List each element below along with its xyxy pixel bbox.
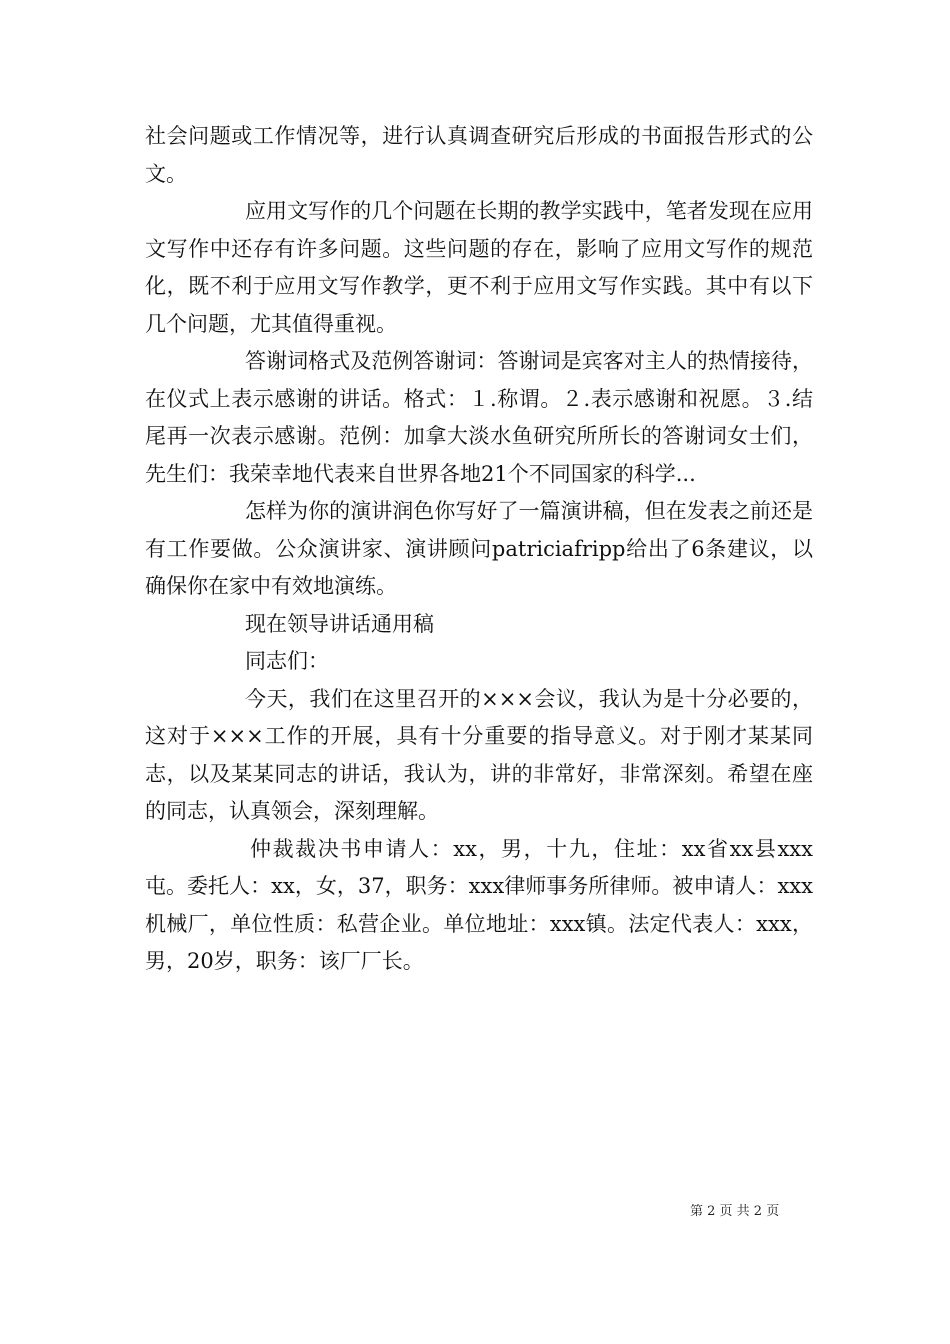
page-number-footer: 第 2 页 共 2 页 [690, 1204, 780, 1219]
paragraph-7: 今天，我们在这里召开的×××会议，我认为是十分必要的，这对于×××工作的开展，具有十分重要的指导意义。对于刚才某某同志，以及某某同志的讲话，我认为，讲的非常好，非常深刻。希望在座的同志，认真领会，深刻理解。 [145, 686, 813, 823]
paragraph-1: 社会问题或工作情况等，进行认真调查研究后形成的书面报告形式的公文。 [145, 124, 813, 186]
paragraph-5: 现在领导讲话通用稿 [245, 611, 434, 636]
paragraph-2: 应用文写作的几个问题在长期的教学实践中，笔者发现在应用文写作中还存有许多问题。这些问题的存在，影响了应用文写作的规范化，既不利于应用文写作教学，更不利于应用文写作实践。其中有以下几个问题，尤其值得重视。 [145, 199, 813, 336]
paragraph-6: 同志们： [245, 649, 329, 673]
paragraph-3: 答谢词格式及范例答谢词：答谢词是宾客对主人的热情接待，在仪式上表示感谢的讲话。格式：１.称谓。２.表示感谢和祝愿。３.结尾再一次表示感谢。范例：加拿大淡水鱼研究所所长的答谢词女士们，先生们：我荣幸地代表来自世界各地21个不同国家的科学... [145, 349, 813, 486]
paragraph-8: 仲裁裁决书申请人：xx，男，十九，住址：xx省xx县xxx屯。委托人：xx，女，37，职务：xxx律师事务所律师。被申请人：xxx机械厂，单位性质：私营企业。单位地址：xxx镇。法定代表人：xxx，男，20岁，职务：该厂厂长。 [145, 836, 813, 973]
paragraph-4: 怎样为你的演讲润色你写好了一篇演讲稿，但在发表之前还是有工作要做。公众演讲家、演讲顾问patriciafripp给出了6条建议，以确保你在家中有效地演练。 [145, 499, 813, 598]
document-body [145, 118, 813, 981]
